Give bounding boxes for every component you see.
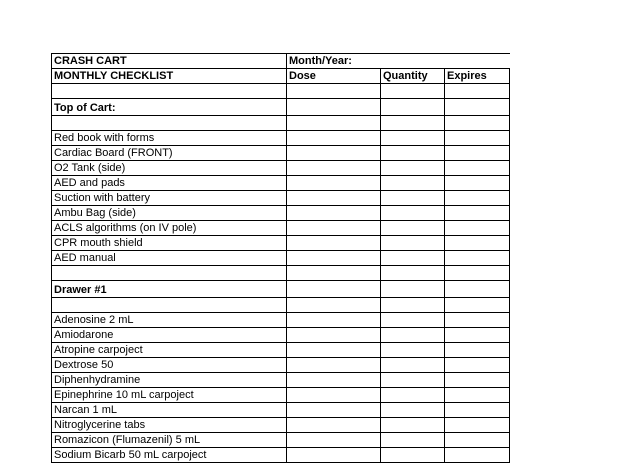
quantity-cell[interactable]: [381, 161, 445, 176]
expires-cell[interactable]: [445, 176, 510, 191]
quantity-cell[interactable]: [381, 221, 445, 236]
expires-cell[interactable]: [445, 131, 510, 146]
checklist-item-row: [52, 313, 510, 328]
expires-cell[interactable]: [445, 313, 510, 328]
dose-cell[interactable]: [287, 418, 381, 433]
expires-cell[interactable]: [445, 418, 510, 433]
month-year-label: Month/Year:: [287, 54, 510, 69]
dose-cell[interactable]: [287, 236, 381, 251]
dose-cell[interactable]: [287, 116, 381, 131]
checklist-sheet: [51, 53, 510, 463]
dose-cell[interactable]: [287, 99, 381, 116]
dose-column-header: Dose: [287, 69, 381, 84]
checklist-title-line1: CRASH CART: [52, 54, 287, 69]
quantity-cell[interactable]: [381, 418, 445, 433]
expires-cell[interactable]: [445, 84, 510, 99]
checklist-item-row: [52, 176, 510, 191]
dose-cell[interactable]: [287, 358, 381, 373]
spacer-cell: [52, 298, 287, 313]
quantity-cell[interactable]: [381, 358, 445, 373]
checklist-item-row: [52, 373, 510, 388]
expires-cell[interactable]: [445, 298, 510, 313]
quantity-cell[interactable]: [381, 131, 445, 146]
dose-cell[interactable]: [287, 313, 381, 328]
spacer-row: [52, 266, 510, 281]
quantity-column-header: Quantity: [381, 69, 445, 84]
quantity-cell[interactable]: [381, 236, 445, 251]
quantity-cell[interactable]: [381, 146, 445, 161]
quantity-cell[interactable]: [381, 176, 445, 191]
title-row: [52, 54, 510, 69]
quantity-cell[interactable]: [381, 388, 445, 403]
checklist-item-label: Diphenhydramine: [52, 373, 287, 388]
quantity-cell[interactable]: [381, 433, 445, 448]
quantity-cell[interactable]: [381, 281, 445, 298]
checklist-item-label: Nitroglycerine tabs: [52, 418, 287, 433]
dose-cell[interactable]: [287, 433, 381, 448]
checklist-item-row: [52, 388, 510, 403]
column-header-row: [52, 69, 510, 84]
dose-cell[interactable]: [287, 176, 381, 191]
expires-cell[interactable]: [445, 328, 510, 343]
checklist-item-row: [52, 343, 510, 358]
checklist-title-line2: MONTHLY CHECKLIST: [52, 69, 287, 84]
dose-cell[interactable]: [287, 448, 381, 463]
spacer-cell: [52, 266, 287, 281]
checklist-item-label: Cardiac Board (FRONT): [52, 146, 287, 161]
dose-cell[interactable]: [287, 373, 381, 388]
quantity-cell[interactable]: [381, 84, 445, 99]
checklist-item-label: Romazicon (Flumazenil) 5 mL: [52, 433, 287, 448]
checklist-item-row: [52, 358, 510, 373]
checklist-item-label: Dextrose 50: [52, 358, 287, 373]
checklist-item-row: [52, 251, 510, 266]
dose-cell[interactable]: [287, 388, 381, 403]
quantity-cell[interactable]: [381, 313, 445, 328]
expires-cell[interactable]: [445, 161, 510, 176]
checklist-item-row: [52, 403, 510, 418]
checklist-item-label: O2 Tank (side): [52, 161, 287, 176]
dose-cell[interactable]: [287, 191, 381, 206]
section-heading: Top of Cart:: [52, 99, 287, 116]
spacer-row: [52, 116, 510, 131]
checklist-item-label: ACLS algorithms (on IV pole): [52, 221, 287, 236]
dose-cell[interactable]: [287, 84, 381, 99]
expires-cell[interactable]: [445, 221, 510, 236]
spacer-cell: [52, 84, 287, 99]
expires-cell[interactable]: [445, 388, 510, 403]
dose-cell[interactable]: [287, 403, 381, 418]
checklist-item-label: Adenosine 2 mL: [52, 313, 287, 328]
expires-cell[interactable]: [445, 373, 510, 388]
expires-cell[interactable]: [445, 191, 510, 206]
spacer-row: [52, 298, 510, 313]
checklist-body: [52, 54, 510, 463]
checklist-item-label: Narcan 1 mL: [52, 403, 287, 418]
checklist-item-label: Sodium Bicarb 50 mL carpoject: [52, 448, 287, 463]
checklist-item-label: Ambu Bag (side): [52, 206, 287, 221]
expires-cell[interactable]: [445, 448, 510, 463]
dose-cell[interactable]: [287, 328, 381, 343]
expires-cell[interactable]: [445, 116, 510, 131]
dose-cell[interactable]: [287, 298, 381, 313]
checklist-item-label: CPR mouth shield: [52, 236, 287, 251]
spacer-row: [52, 84, 510, 99]
dose-cell[interactable]: [287, 221, 381, 236]
section-heading: Drawer #1: [52, 281, 287, 298]
quantity-cell[interactable]: [381, 403, 445, 418]
section-heading-row: [52, 99, 510, 116]
checklist-item-label: AED manual: [52, 251, 287, 266]
quantity-cell[interactable]: [381, 298, 445, 313]
dose-cell[interactable]: [287, 266, 381, 281]
expires-cell[interactable]: [445, 99, 510, 116]
expires-cell[interactable]: [445, 358, 510, 373]
quantity-cell[interactable]: [381, 206, 445, 221]
checklist-item-row: [52, 161, 510, 176]
expires-column-header: Expires: [445, 69, 510, 84]
checklist-item-row: [52, 131, 510, 146]
quantity-cell[interactable]: [381, 116, 445, 131]
section-heading-row: [52, 281, 510, 298]
checklist-item-label: Suction with battery: [52, 191, 287, 206]
quantity-cell[interactable]: [381, 266, 445, 281]
checklist-item-row: [52, 146, 510, 161]
dose-cell[interactable]: [287, 146, 381, 161]
quantity-cell[interactable]: [381, 373, 445, 388]
expires-cell[interactable]: [445, 236, 510, 251]
spacer-cell: [52, 116, 287, 131]
quantity-cell[interactable]: [381, 448, 445, 463]
checklist-item-row: [52, 433, 510, 448]
checklist-item-row: [52, 418, 510, 433]
checklist-item-label: AED and pads: [52, 176, 287, 191]
expires-cell[interactable]: [445, 146, 510, 161]
checklist-table: [51, 53, 510, 463]
dose-cell[interactable]: [287, 206, 381, 221]
quantity-cell[interactable]: [381, 191, 445, 206]
dose-cell[interactable]: [287, 131, 381, 146]
checklist-item-label: Red book with forms: [52, 131, 287, 146]
quantity-cell[interactable]: [381, 251, 445, 266]
expires-cell[interactable]: [445, 403, 510, 418]
checklist-item-row: [52, 236, 510, 251]
checklist-item-label: Atropine carpoject: [52, 343, 287, 358]
dose-cell[interactable]: [287, 343, 381, 358]
expires-cell[interactable]: [445, 433, 510, 448]
checklist-item-label: Epinephrine 10 mL carpoject: [52, 388, 287, 403]
checklist-item-row: [52, 206, 510, 221]
dose-cell[interactable]: [287, 251, 381, 266]
expires-cell[interactable]: [445, 281, 510, 298]
quantity-cell[interactable]: [381, 328, 445, 343]
checklist-item-row: [52, 221, 510, 236]
expires-cell[interactable]: [445, 206, 510, 221]
dose-cell[interactable]: [287, 161, 381, 176]
checklist-item-row: [52, 448, 510, 463]
quantity-cell[interactable]: [381, 99, 445, 116]
dose-cell[interactable]: [287, 281, 381, 298]
expires-cell[interactable]: [445, 251, 510, 266]
expires-cell[interactable]: [445, 343, 510, 358]
quantity-cell[interactable]: [381, 343, 445, 358]
checklist-item-row: [52, 328, 510, 343]
checklist-item-label: Amiodarone: [52, 328, 287, 343]
expires-cell[interactable]: [445, 266, 510, 281]
checklist-item-row: [52, 191, 510, 206]
